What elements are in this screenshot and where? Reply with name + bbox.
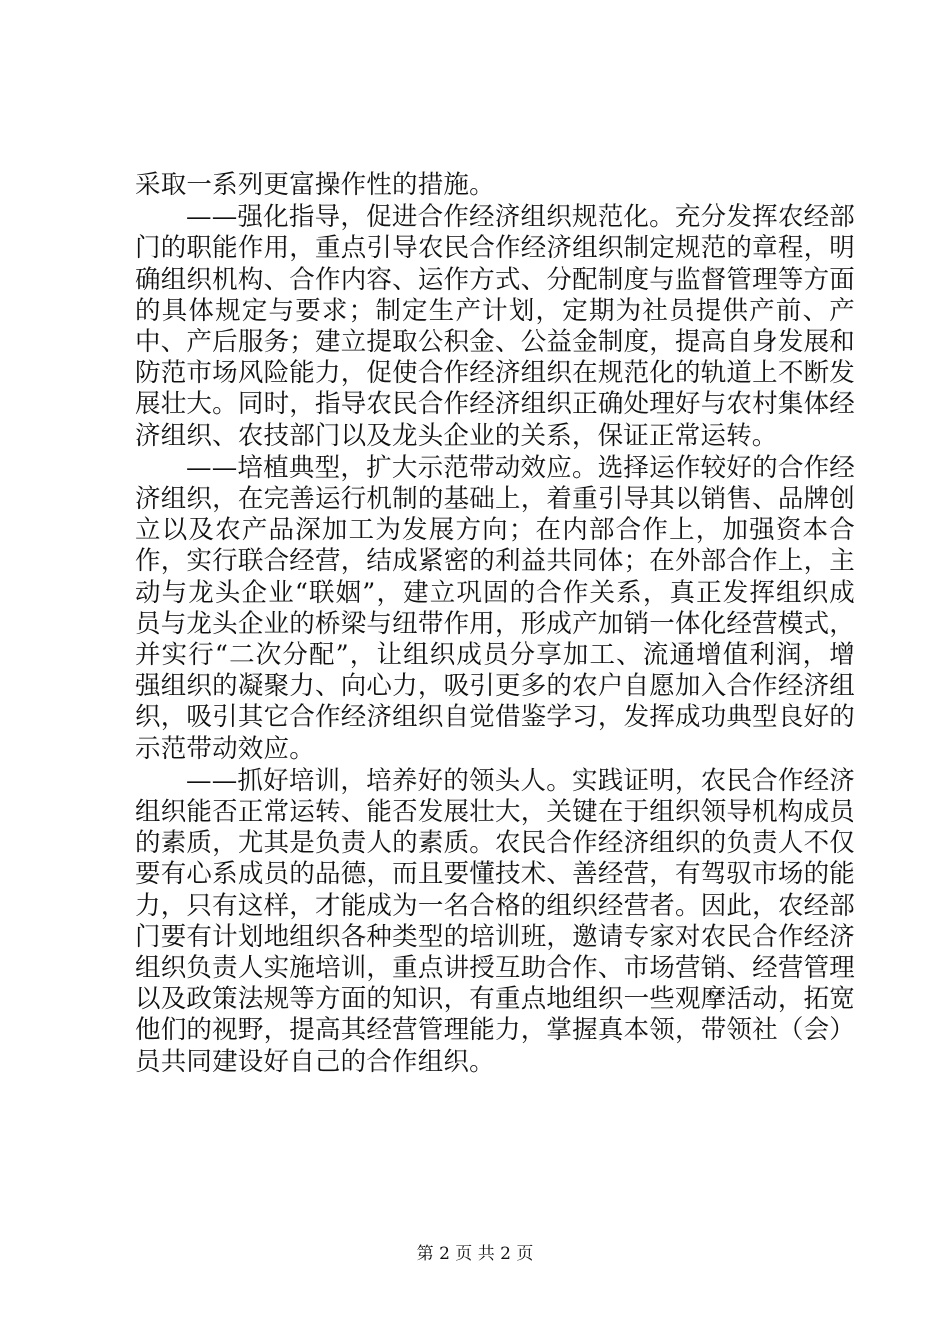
paragraph-cultivate-models: ——培植典型，扩大示范带动效应。选择运作较好的合作经济组织，在完善运行机制的基础上，着重引导其以销售、品牌创立以及农产品深加工为发展方向；在内部合作上，加强资本合作，实行联合经营，结成紧密的利益共同体；在外部合作上，主动与龙头企业“联姻”，建立巩固的合作关系，真正发挥组织成员与龙头企业的桥梁与纽带作用，形成产加销一体化经营模式，并实行“二次分配”，让组织成员分享加工、流通增值利润，增强组织的凝聚力、向心力，吸引更多的农户自愿加入合作经济组织，吸引其它合作经济组织自觉借鉴学习，发挥成功典型良好的示范带动效应。 [135,452,855,764]
paragraph-strengthen-guidance: ——强化指导，促进合作经济组织规范化。充分发挥农经部门的职能作用，重点引导农民合作经济组织制定规范的章程，明确组织机构、合作内容、运作方式、分配制度与监督管理等方面的具体规定与要求；制定生产计划，定期为社员提供产前、产中、产后服务；建立提取公积金、公益金制度，提高自身发展和防范市场风险能力，促使合作经济组织在规范化的轨道上不断发展壮大。同时，指导农民合作经济组织正确处理好与农村集体经济组织、农技部门以及龙头企业的关系，保证正常运转。 [135,202,855,451]
document-body [135,170,855,1078]
paragraph-training-leaders: ——抓好培训，培养好的领头人。实践证明，农民合作经济组织能否正常运转、能否发展壮大，关键在于组织领导机构成员的素质，尤其是负责人的素质。农民合作经济组织的负责人不仅要有心系成员的品德，而且要懂技术、善经营，有驾驭市场的能力，只有这样，才能成为一名合格的组织经营者。因此，农经部门要有计划地组织各种类型的培训班，邀请专家对农民合作经济组织负责人实施培训，重点讲授互助合作、市场营销、经营管理以及政策法规等方面的知识，有重点地组织一些观摩活动，拓宽他们的视野，提高其经营管理能力，掌握真本领，带领社（会）员共同建设好自己的合作组织。 [135,765,855,1077]
page-number-footer: 第 2 页 共 2 页 [416,1244,534,1264]
paragraph-continued: 采取一系列更富操作性的措施。 [135,170,495,200]
